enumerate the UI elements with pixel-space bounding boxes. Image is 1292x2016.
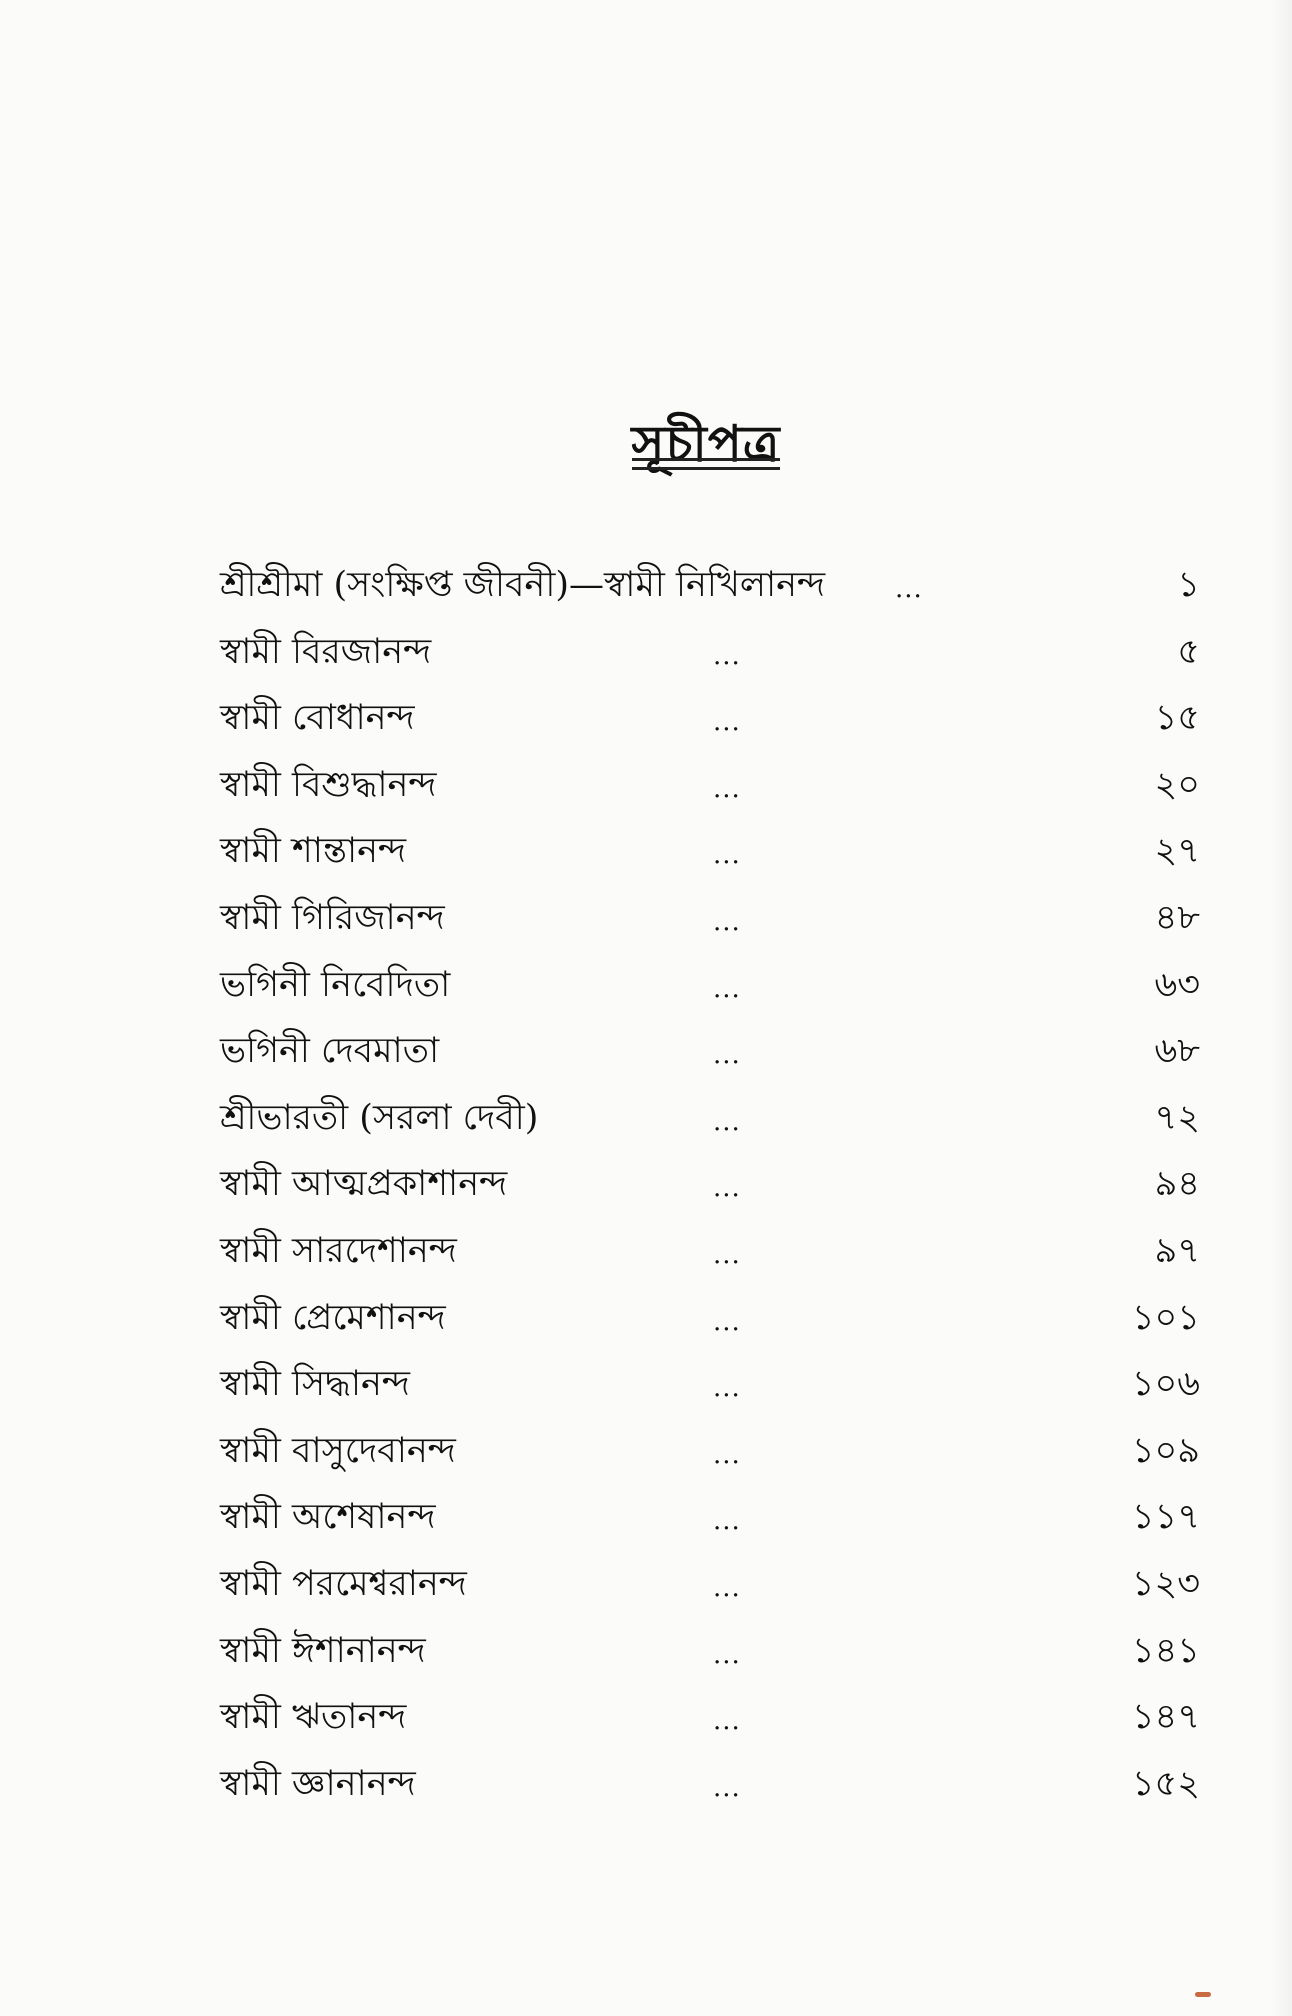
- toc-entry-title: স্বামী বিশুদ্ধানন্দ: [220, 764, 437, 805]
- toc-dot-leader: ...: [713, 1306, 741, 1337]
- toc-entry-10: [220, 1151, 1200, 1218]
- toc-page-number: ২০: [1154, 764, 1200, 805]
- toc-entry-3: [220, 685, 1200, 752]
- toc-page-number: ১৪১: [1131, 1630, 1200, 1671]
- toc-dot-leader: ...: [713, 973, 741, 1004]
- toc-page-number: ১৫২: [1131, 1763, 1200, 1804]
- toc-entry-title: স্বামী সারদেশানন্দ: [220, 1230, 457, 1271]
- toc-entry-18: [220, 1684, 1200, 1751]
- title-underline-upper: [632, 458, 780, 461]
- toc-entry-title: স্বামী ঈশানানন্দ: [220, 1630, 426, 1671]
- toc-dot-leader: ...: [713, 707, 741, 738]
- toc-entry-5: [220, 818, 1200, 885]
- toc-entry-title: স্বামী আত্মপ্রকাশানন্দ: [220, 1164, 508, 1205]
- toc-entry-6: [220, 885, 1200, 952]
- toc-entry-title: স্বামী শান্তানন্দ: [220, 831, 407, 872]
- toc-dot-leader: ...: [713, 1506, 741, 1537]
- toc-entry-14: [220, 1418, 1200, 1485]
- toc-dot-leader: ...: [713, 1439, 741, 1470]
- toc-entry-7: [220, 952, 1200, 1019]
- toc-page-number: ৫: [1177, 631, 1200, 672]
- page-title: সূচীপত্র: [631, 413, 781, 473]
- toc-page-number: ১০১: [1131, 1297, 1200, 1338]
- toc-entry-title: স্বামী অশেষানন্দ: [220, 1497, 436, 1538]
- toc-page-number: ৬৮: [1154, 1031, 1200, 1072]
- toc-entry-19: [220, 1751, 1200, 1818]
- toc-page-number: ৯৭: [1154, 1230, 1200, 1271]
- toc-entry-title: স্বামী বাসুদেবানন্দ: [220, 1430, 456, 1471]
- toc-page-number: ১০৬: [1131, 1364, 1200, 1405]
- toc-entry-title: স্বামী বোধানন্দ: [220, 698, 415, 739]
- toc-entry-title: শ্রীশ্রীমা (সংক্ষিপ্ত জীবনী)—স্বামী নিখিলানন্দ: [220, 565, 826, 605]
- toc-dot-leader: ...: [713, 1373, 741, 1404]
- toc-dot-leader: ...: [895, 574, 923, 604]
- toc-entry-17: [220, 1618, 1200, 1685]
- toc-entry-8: [220, 1018, 1200, 1085]
- toc-entry-title: শ্রীভারতী (সরলা দেবী): [220, 1097, 539, 1138]
- toc-page-number: ৬৩: [1154, 964, 1200, 1005]
- toc-dot-leader: ...: [713, 840, 741, 871]
- toc-entry-15: [220, 1484, 1200, 1551]
- toc-page-number: ৭২: [1154, 1097, 1200, 1138]
- toc-entry-title: স্বামী গিরিজানন্দ: [220, 897, 445, 938]
- toc-entry-13: [220, 1351, 1200, 1418]
- toc-dot-leader: ...: [713, 1772, 741, 1803]
- toc-entry-title: স্বামী বিরজানন্দ: [220, 631, 432, 672]
- toc-entry-11: [220, 1218, 1200, 1285]
- toc-page-number: ৪৮: [1154, 897, 1200, 938]
- toc-dot-leader: ...: [713, 1572, 741, 1603]
- toc-entry-title: স্বামী পরমেশ্বরানন্দ: [220, 1563, 467, 1604]
- toc-entry-title: স্বামী প্রেমেশানন্দ: [220, 1297, 446, 1338]
- toc-entry-title: স্বামী সিদ্ধানন্দ: [220, 1364, 410, 1405]
- toc-page-number: ১: [1177, 565, 1200, 605]
- toc-entry-title: ভগিনী দেবমাতা: [220, 1031, 440, 1072]
- toc-dot-leader: ...: [713, 1173, 741, 1204]
- toc-dot-leader: ...: [713, 1239, 741, 1270]
- toc-dot-leader: ...: [713, 1706, 741, 1737]
- toc-page-number: ১০৯: [1131, 1430, 1200, 1471]
- toc-page-number: ১১৭: [1131, 1497, 1200, 1538]
- toc-dot-leader: ...: [713, 640, 741, 671]
- page-edge-shadow: [1270, 0, 1292, 2016]
- table-of-contents: [220, 552, 1200, 1817]
- toc-page-number: ১৪৭: [1131, 1697, 1200, 1738]
- toc-dot-leader: ...: [713, 1040, 741, 1071]
- paper-stain-mark: [1195, 1992, 1211, 1997]
- toc-page-number: ১৫: [1154, 698, 1200, 739]
- toc-entry-4: [220, 752, 1200, 819]
- toc-page-number: ৯৪: [1154, 1164, 1200, 1205]
- toc-entry-title: ভগিনী নিবেদিতা: [220, 964, 451, 1005]
- toc-dot-leader: ...: [713, 773, 741, 804]
- toc-dot-leader: ...: [713, 1639, 741, 1670]
- toc-entry-16: [220, 1551, 1200, 1618]
- toc-entry-title: স্বামী জ্ঞানানন্দ: [220, 1763, 416, 1804]
- toc-entry-9: [220, 1085, 1200, 1152]
- toc-entry-12: [220, 1285, 1200, 1352]
- toc-dot-leader: ...: [713, 1106, 741, 1137]
- toc-entry-1: [220, 552, 1200, 619]
- title-underline-lower: [632, 467, 780, 470]
- toc-dot-leader: ...: [713, 906, 741, 937]
- toc-page-number: ১২৩: [1131, 1563, 1200, 1604]
- toc-entry-2: [220, 619, 1200, 686]
- toc-entry-title: স্বামী ঋতানন্দ: [220, 1697, 407, 1738]
- toc-page-number: ২৭: [1154, 831, 1200, 872]
